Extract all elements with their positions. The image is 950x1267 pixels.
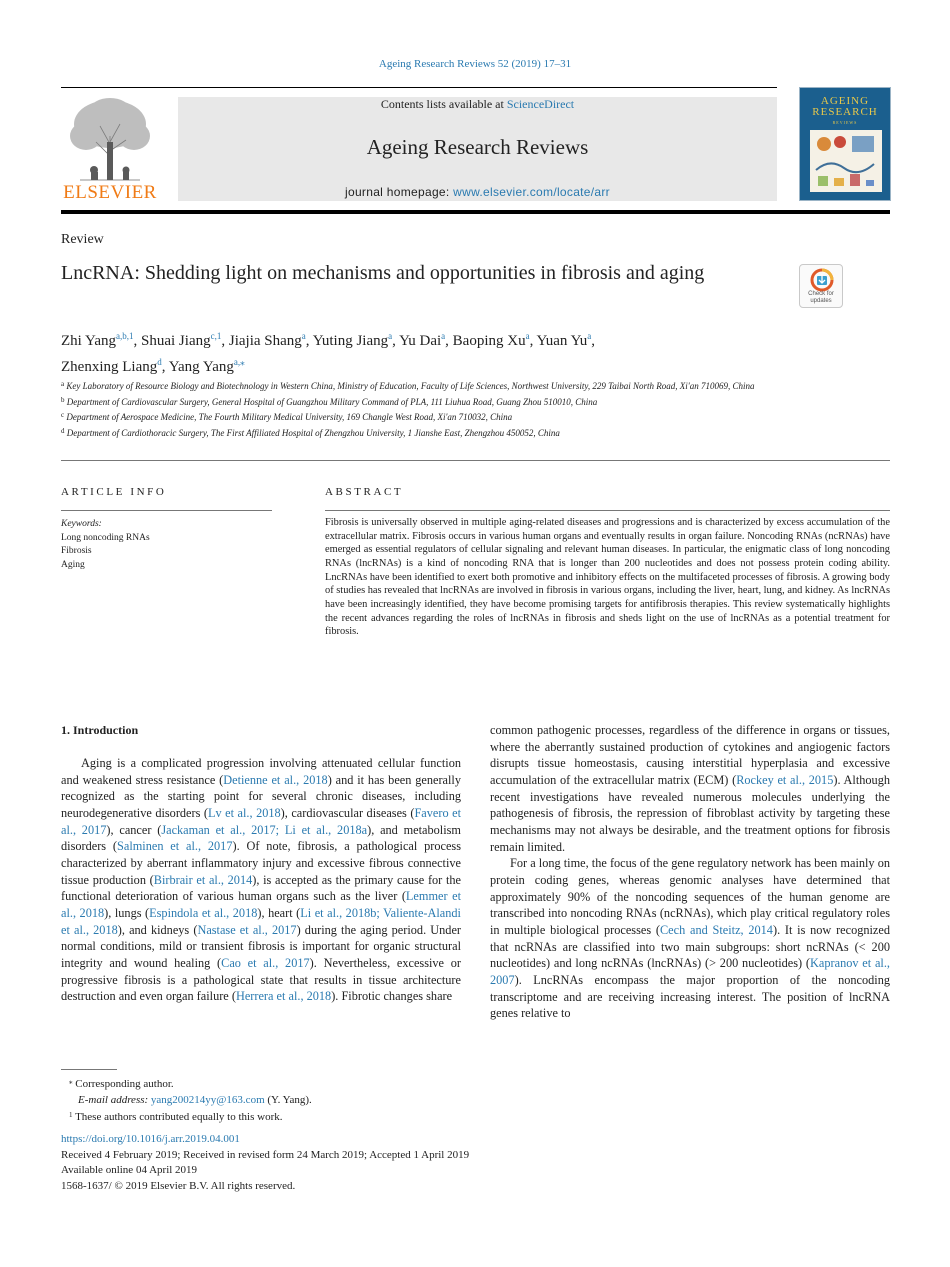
- author-separator: ,: [591, 333, 595, 349]
- homepage-link[interactable]: www.elsevier.com/locate/arr: [453, 185, 610, 199]
- citation-link[interactable]: Nastase et al., 2017: [197, 922, 297, 937]
- author-separator: ,: [529, 333, 537, 349]
- author-affiliation-mark[interactable]: a: [441, 331, 446, 341]
- check-updates-label: Check for updates: [808, 291, 834, 304]
- elsevier-wordmark: ELSEVIER: [63, 182, 157, 203]
- citation-link[interactable]: Cech and Steitz, 2014: [659, 922, 773, 937]
- affiliation-mark: a: [61, 380, 65, 388]
- affiliation-item: [61, 409, 801, 425]
- body-text: ). Although recent investigations have revealed numerous molecules underlying the pathogenesis of fibrosis, the repression of fibroblast activity by targeting these mechanisms may not always be desirable, and the treatment options for fibrosis remain limited.: [490, 772, 890, 854]
- author-name[interactable]: Yuan Yu: [536, 333, 588, 349]
- affiliation-mark: d: [61, 427, 65, 436]
- body-text: ). Fibrotic changes share: [331, 989, 453, 1004]
- citation-link[interactable]: Li et al., 2018b; Valiente-Alandi et al., 2018: [61, 905, 461, 937]
- author-affiliation-mark[interactable]: d: [157, 357, 162, 367]
- body-text: ), and kidneys (: [117, 922, 198, 937]
- keyword-item: Long noncoding RNAs: [61, 532, 150, 543]
- keyword-item: Aging: [61, 560, 85, 571]
- article-info-heading: ARTICLE INFO: [61, 486, 167, 498]
- author-name[interactable]: Shuai Jiang: [141, 333, 211, 349]
- email-note: [61, 1093, 561, 1109]
- body-text: For a long time, the focus of the gene regulatory network has been mainly on protein coding genes, whereas genomic analyses have determined that approximately 90% of the noncoding sequences of the human genome are transcribed into noncoding RNAs (ncRNAs), which play critical regulatory roles in multiple biological processes (: [490, 856, 890, 937]
- affiliation-mark: c: [61, 411, 65, 420]
- body-column-right: [490, 722, 890, 1022]
- citation-link[interactable]: Herrera et al., 2018: [235, 989, 332, 1004]
- body-text: Aging is a complicated progression involving attenuated cellular function and weakened stress resistance (: [61, 756, 461, 787]
- author-name[interactable]: Yang Yang: [168, 359, 234, 375]
- corresponding-author-note: [61, 1075, 561, 1093]
- abstract-heading: ABSTRACT: [325, 486, 404, 498]
- body-text: common pathogenic processes, regardless of the difference in organs or tissues, where the aberrantly sustained production of cytokines and angiogenic factors disrupts tissue homeostasis, causing interstitial hyperplasia and excessive accumulation of the extracellular matrix (ECM) (: [490, 723, 890, 787]
- affiliation-text: Key Laboratory of Resource Biology and Biotechnology in Western China, Ministry of Education, Faculty of Life Sciences, Northwest University, 229 Taibai North Road, Xi'an 710069, China: [64, 381, 755, 391]
- body-text: ), and metabolism disorders (: [61, 822, 461, 854]
- elsevier-tree-icon: [60, 96, 160, 182]
- contents-line: [178, 97, 777, 112]
- author-name[interactable]: Yuting Jiang: [312, 333, 389, 349]
- author-affiliation-mark[interactable]: a: [525, 331, 530, 341]
- body-text: ). LncRNAs encompass the major proportion of the noncoding transcriptome and are receiving increasing interest. The position of lncRNA genes relative to: [490, 972, 890, 1021]
- top-rule: [61, 87, 777, 88]
- intro-paragraph-continued: [490, 722, 890, 855]
- publication-info: [61, 1132, 661, 1194]
- contents-prefix: Contents lists available at: [380, 97, 507, 111]
- email-suffix: (Y. Yang).: [264, 1093, 312, 1106]
- journal-title: Ageing Research Reviews: [366, 135, 589, 159]
- author-separator: ,: [161, 359, 169, 375]
- author-name[interactable]: Zhi Yang: [61, 333, 117, 349]
- elsevier-logo: [60, 96, 160, 204]
- cover-illustration: [810, 130, 882, 192]
- author-separator: ,: [133, 333, 142, 349]
- body-text: ), heart (: [257, 905, 301, 920]
- sciencedirect-link[interactable]: ScienceDirect: [506, 97, 575, 111]
- email-link[interactable]: yang200214yy@163.com: [150, 1093, 265, 1106]
- copyright-line: 1568-1637/ © 2019 Elsevier B.V. All rights reserved.: [61, 1179, 296, 1192]
- doi-link[interactable]: https://doi.org/10.1016/j.arr.2019.04.001: [61, 1133, 240, 1145]
- cover-figure-icon: [810, 130, 882, 192]
- homepage-prefix: journal homepage:: [345, 185, 454, 199]
- citation-link[interactable]: Espindola et al., 2018: [149, 905, 258, 920]
- equal-contribution-text: These authors contributed equally to this work.: [75, 1111, 283, 1123]
- author-affiliation-mark[interactable]: a: [388, 331, 393, 341]
- header-thick-rule: [61, 210, 890, 214]
- affiliation-text: Department of Aerospace Medicine, The Fourth Military Medical University, 169 Changle West Road, Xi'an 710032, China: [64, 412, 513, 423]
- affiliation-text: Department of Cardiothoracic Surgery, The First Affiliated Hospital of Zhengzhou University, 1 Jianshe East, Zhengzhou 450052, China: [64, 428, 560, 439]
- body-column-left: [61, 755, 461, 1005]
- keyword-item: Fibrosis: [61, 546, 92, 557]
- author-affiliation-mark[interactable]: a: [301, 331, 306, 341]
- online-date: Available online 04 April 2019: [61, 1164, 198, 1176]
- citation-link[interactable]: Salminen et al., 2017: [117, 839, 233, 854]
- homepage-line: [178, 185, 777, 199]
- citation-link[interactable]: Rockey et al., 2015: [736, 772, 834, 787]
- affiliation-list: [61, 378, 801, 441]
- citation-link[interactable]: Favero et al., 2017: [61, 805, 461, 837]
- article-title: LncRNA: Shedding light on mechanisms and opportunities in fibrosis and aging: [61, 262, 705, 284]
- author-separator: ,: [445, 333, 453, 349]
- body-text: ), cardiovascular diseases (: [280, 805, 415, 820]
- received-dates: Received 4 February 2019; Received in revised form 24 March 2019; Accepted 1 April 2019: [61, 1148, 470, 1161]
- author-affiliation-mark[interactable]: a,⁎: [233, 357, 245, 367]
- footnote-rule: [61, 1069, 117, 1070]
- intro-paragraph: [61, 755, 461, 1005]
- abstract-text: Fibrosis is universally observed in multiple aging-related diseases and progressions and is characterized by excess accumulation of the extracellular matrix. Fibrosis occurs in various human organs and eventually results in organ failure. Noncoding RNAs (ncRNAs) have emerged as essential regulators of cellular signaling and relevant human diseases. In particular, the enigmatic class of long noncoding RNAs (lncRNAs) is a kind of noncoding RNA that is longer than 200 nucleotides and does not possess protein coding ability. LncRNAs have been identified to exert both promotive and inhibitory effects on the multifaceted processes of fibrosis. A growing body of studies has revealed that lncRNAs are involved in fibrosis in various organs, including the liver, heart, lung, and kidney. As lncRNAs have been increasingly identified, they have become promising targets for antifibrosis therapies. This review systematically highlights the recent advances regarding the roles of lncRNAs in fibrosis and sheds light on the use of lncRNAs as a potential treatment for fibrosis.: [325, 517, 890, 638]
- citation-link[interactable]: Lemmer et al., 2018: [61, 889, 461, 920]
- author-separator: ,: [392, 333, 400, 349]
- body-text: ), lungs (: [104, 905, 150, 920]
- author-affiliation-mark[interactable]: a: [587, 331, 592, 341]
- affiliation-item: [61, 425, 801, 441]
- section-heading-introduction: 1. Introduction: [61, 723, 139, 737]
- affiliation-text: Department of Cardiovascular Surgery, General Hospital of Guangzhou Military Command of PLA, 111 Liuhua Road, Guang Zhou 510010, China: [64, 396, 598, 407]
- author-name[interactable]: Yu Dai: [399, 333, 442, 349]
- check-for-updates-button[interactable]: [799, 264, 843, 308]
- body-text: ). It is now recognized that ncRNAs are classified into two main subgroups: short ncRNAs (< 200 nucleotides) and long ncRNAs (lncRNAs) (> 200 nucleotides) (: [490, 922, 891, 971]
- journal-reference-link[interactable]: Ageing Research Reviews 52 (2019) 17–31: [378, 58, 572, 70]
- affiliation-item: [61, 394, 801, 410]
- citation-link[interactable]: Jackaman et al., 2017; Li et al., 2018a: [161, 822, 368, 837]
- author-name[interactable]: Zhenxing Liang: [61, 359, 158, 375]
- affiliation-item: [61, 378, 801, 394]
- article-type: Review: [61, 232, 104, 247]
- author-list: [61, 326, 821, 378]
- corresponding-mark: ⁎: [69, 1078, 73, 1086]
- author-affiliation-mark[interactable]: c,1: [210, 331, 222, 341]
- author-affiliation-mark[interactable]: a,b,1: [116, 331, 134, 341]
- cover-subtitle: REVIEWS: [832, 120, 858, 125]
- keywords-block: [61, 518, 272, 573]
- body-text: ), cancer (: [106, 822, 162, 837]
- author-name[interactable]: Baoping Xu: [452, 333, 526, 349]
- corresponding-author-text: Corresponding author.: [75, 1078, 174, 1090]
- journal-cover-thumbnail[interactable]: [799, 87, 891, 201]
- article-info-rule: [61, 510, 272, 511]
- body-text: ). Of note, fibrosis, a pathological process characterized by aberrant inflammatory injury and excessive fibrous connective tissue production (: [61, 839, 461, 887]
- affiliation-rule: [61, 460, 890, 461]
- equal-contribution-note: [61, 1108, 561, 1126]
- keywords-label: Keywords:: [61, 519, 102, 529]
- body-text: ) and it has been generally recognized as the starting point for several chronic diseases, including neurodegenerative disorders (: [61, 772, 461, 820]
- citation-link[interactable]: Lv et al., 2018: [208, 805, 281, 820]
- citation-link[interactable]: Kapranov et al., 2007: [490, 956, 890, 987]
- author-name[interactable]: Jiajia Shang: [228, 333, 302, 349]
- body-text: ) during the aging period. Under normal conditions, mild or transient fibrosis is important for organic structural integrity and wound healing (: [61, 922, 461, 970]
- author-separator: ,: [305, 333, 313, 349]
- body-text: ). Nevertheless, excessive or progressive fibrosis is a pathological state that results in tissue architecture destruction and even organ failure (: [61, 955, 461, 1004]
- journal-header-box: [178, 97, 777, 201]
- body-text: ), is accepted as the primary cause for the functional deterioration of various human organs such as the liver (: [61, 872, 461, 904]
- cover-title: AGEING RESEARCH: [812, 95, 878, 118]
- author-separator: ,: [221, 333, 229, 349]
- citation-link[interactable]: Detienne et al., 2018: [223, 772, 328, 787]
- intro-paragraph: [490, 855, 890, 1022]
- citation-link[interactable]: Birbrair et al., 2014: [153, 872, 253, 887]
- citation-link[interactable]: Cao et al., 2017: [221, 955, 310, 970]
- email-label: E-mail address:: [78, 1093, 151, 1106]
- abstract-rule: [325, 510, 890, 511]
- affiliation-mark: b: [61, 395, 65, 404]
- equal-contribution-mark: 1: [69, 1111, 73, 1119]
- footnotes: [61, 1075, 561, 1126]
